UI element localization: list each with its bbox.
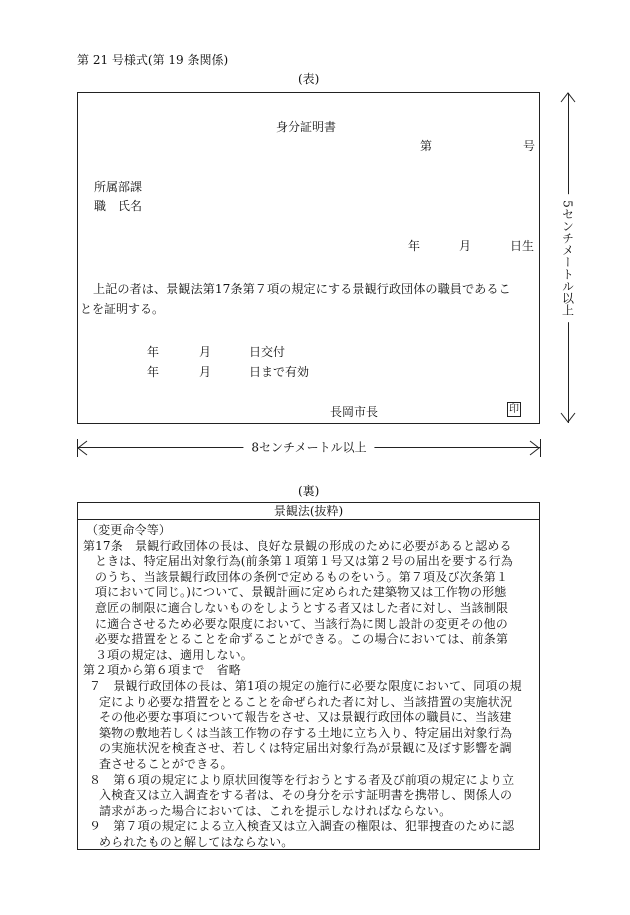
number-prefix: 第 (420, 139, 433, 153)
statement-line-1: 上記の者は、景観法第17条第７項の規定にする景観行政団体の職員であるこ (93, 282, 511, 296)
article-17-line: 項において同じ。)について、景観計画に定められた建築物又は工作物の形態 (95, 585, 507, 600)
issuer-name: 長岡市長 (330, 405, 379, 419)
issue-year-label: 年 (147, 345, 160, 359)
omitted-paragraphs: 第２項から第６項まで 省略 (83, 663, 241, 678)
arrow-up-icon (560, 93, 576, 103)
paragraph-8-line: 入検査又は立入調査をする者は、その身分を示す証明書を携帯し、関係人の (99, 788, 513, 803)
arrow-down-icon (560, 413, 576, 423)
birth-day-label: 日生 (510, 239, 535, 253)
back-side-label: (裏) (298, 484, 320, 498)
height-dimension-label: 5センチメートル以上 (559, 194, 578, 322)
paragraph-9-line: ９ 第７項の規定による立入検査又は立入調査の権限は、犯罪捜査のために認 (89, 819, 515, 834)
statement-line-2: とを証明する。 (80, 302, 165, 316)
width-tick-right (540, 439, 541, 457)
paragraph-8-line: 請求があった場合においては、これを提示しなければならない。 (99, 803, 452, 818)
paragraph-7-line: 築物の敷地若しくは当該工作物の存する土地に立ち入り、特定届出対象行為 (99, 725, 513, 740)
width-dimension-label: 8センチメートル以上 (243, 439, 374, 456)
seal-stamp: 印 (509, 404, 519, 415)
paragraph-7-line: 定により必要な措置をとることを命ぜられた者に対し、当該措置の実施状況 (99, 694, 513, 709)
article-17-line: に適合させるため必要な限度において、当該行為に関し設計の変更その他の (95, 616, 508, 631)
valid-day-label: 日まで有効 (249, 365, 310, 379)
paragraph-7-line: 査させることができる。 (99, 756, 233, 771)
paragraph-7-line: その他必要な事項について報告をさせ、又は景観行政団体の職員に、当該建 (99, 710, 512, 725)
front-side-label: (表) (298, 72, 320, 86)
birth-month-label: 月 (459, 239, 472, 253)
back-title: 景観法(抜粋) (78, 503, 539, 520)
paragraph-8-line: ８ 第６項の規定により原状回復等を行おうとする者及び前項の規定により立 (89, 772, 515, 787)
card-title: 身分証明書 (276, 120, 337, 134)
paragraph-9-line: められたものと解してはならない。 (99, 834, 294, 849)
article-17-line: のうち、当該景観行政団体の条例で定めるものをいう。第７項及び次条第１ (95, 569, 509, 584)
number-suffix: 号 (523, 139, 536, 153)
paragraph-7-line: ７ 景観行政団体の長は、第1項の規定の施行に必要な限度において、同項の規 (89, 678, 522, 693)
issue-day-label: 日交付 (249, 345, 286, 359)
arrow-left-icon (78, 440, 88, 456)
valid-year-label: 年 (147, 365, 160, 379)
form-number: 第 21 号様式(第 19 条関係) (77, 53, 229, 67)
excerpt-heading: （変更命令等） (86, 523, 172, 537)
law-excerpt (83, 523, 535, 850)
article-17-line: ３項の規定は、適用しない。 (95, 647, 253, 662)
id-card-back (77, 502, 540, 850)
birth-year-label: 年 (408, 239, 421, 253)
article-17-line: 第17条 景観行政団体の長は、良好な景観の形成のために必要があると認める (83, 538, 512, 553)
article-17-line: ときは、特定届出対象行為(前条第１項第１号又は第２号の届出を要する行為 (95, 554, 513, 569)
article-17-line: 必要な措置をとることを命ずることができる。この場合においては、前条第 (95, 632, 509, 647)
valid-month-label: 月 (199, 365, 212, 379)
name-label: 職 氏名 (94, 199, 143, 213)
arrow-right-icon (530, 440, 540, 456)
dept-label: 所属部課 (94, 180, 143, 194)
paragraph-7-line: の実施状況を検査させ、若しくは特定届出対象行為が景観に及ぼす影響を調 (99, 741, 512, 756)
issue-month-label: 月 (199, 345, 212, 359)
article-17-line: 意匠の制限に適合しないものをしようとする者又はした者に対し、当該制限 (95, 600, 509, 615)
